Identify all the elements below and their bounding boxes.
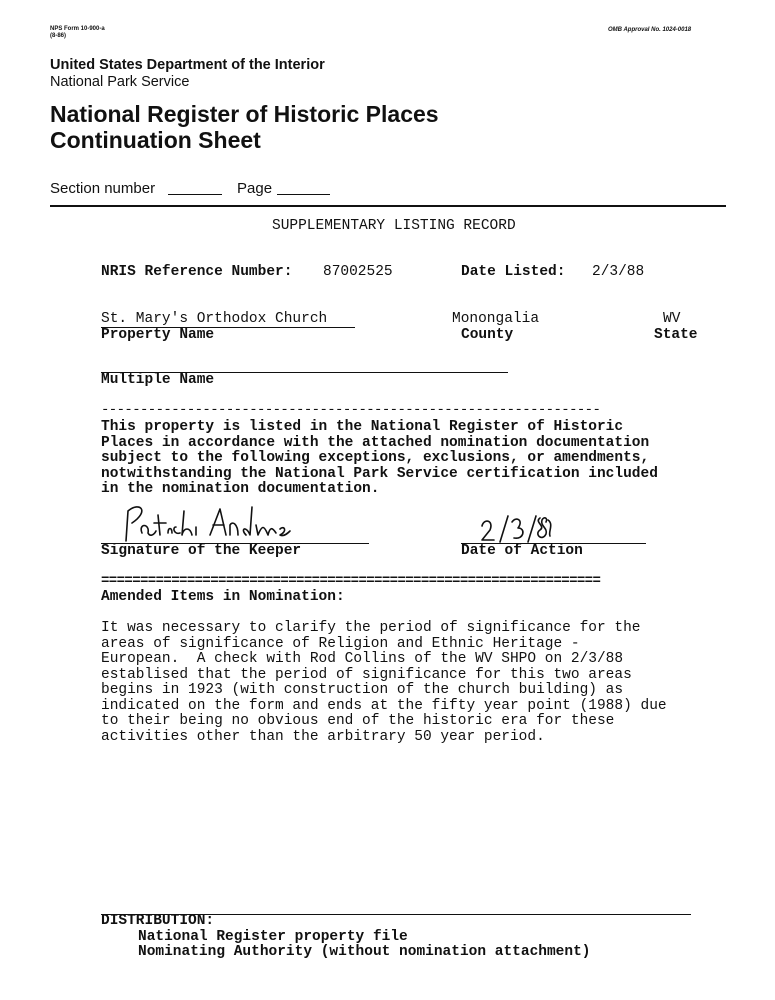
section-number-blank	[168, 194, 222, 195]
signature-name-hidden	[112, 515, 113, 516]
property-name-value: St. Mary's Orthodox Church	[101, 311, 328, 327]
property-name-label: Property Name	[101, 327, 215, 343]
keeper-signature	[112, 497, 297, 545]
distribution-item: Nominating Authority (without nomination attachment)	[138, 944, 591, 960]
county-label: County	[461, 327, 514, 343]
page-number-blank	[277, 194, 330, 195]
distribution-item: National Register property file	[138, 929, 408, 945]
amended-heading: Amended Items in Nomination:	[101, 589, 345, 605]
state-value: WV	[663, 311, 681, 327]
distribution-label: DISTRIBUTION:	[101, 913, 215, 929]
action-date-hidden	[480, 520, 481, 521]
department-name: United States Department of the Interior	[50, 57, 325, 73]
service-name: National Park Service	[50, 74, 190, 90]
state-label: State	[654, 327, 698, 343]
double-divider: ================================================================	[101, 573, 601, 589]
signature-label: Signature of the Keeper	[101, 543, 302, 559]
county-value: Monongalia	[452, 311, 540, 327]
amended-body: It was necessary to clarify the period of significance for the areas of significance of Religion and Ethnic Heritage - European. A check with Rod Collins of the WV SHPO on 2/3/88 establised that the period of significance for this two areas begins in 1923 (with construction of the church building) as indicated on the form and ends at the fifty year point (1988) due to their being no obvious end of the historic era for these activities other than the arbitrary 50 year period.	[101, 620, 667, 745]
record-heading: SUPPLEMENTARY LISTING RECORD	[272, 218, 516, 234]
form-id: NPS Form 10-900-a	[50, 26, 105, 32]
listing-statement: This property is listed in the National Register of Historic Places in accordance with the attached nomination documentation subject to the following exceptions, exclusions, or amendments, notwithstanding the National Park Service certification included in the nomination documentation.	[101, 419, 658, 497]
omb-approval: OMB Approval No. 1024-0018	[608, 27, 692, 33]
section-number-label: Section number	[50, 180, 156, 197]
date-listed-value: 2/3/88	[592, 264, 645, 280]
form-date: (8-86)	[50, 33, 67, 39]
dashed-divider: ----------------------------------------------------------------	[101, 402, 601, 418]
page-title: National Register of Historic Places	[50, 101, 439, 127]
page-label: Page	[237, 180, 273, 197]
nris-value: 87002525	[323, 264, 393, 280]
page-subtitle: Continuation Sheet	[50, 127, 261, 153]
date-listed-label: Date Listed:	[461, 264, 566, 280]
action-date-label: Date of Action	[461, 543, 583, 559]
action-date-handwritten	[478, 512, 553, 546]
nris-label: NRIS Reference Number:	[101, 264, 293, 280]
header-rule	[50, 205, 726, 207]
multiple-name-label: Multiple Name	[101, 372, 215, 388]
